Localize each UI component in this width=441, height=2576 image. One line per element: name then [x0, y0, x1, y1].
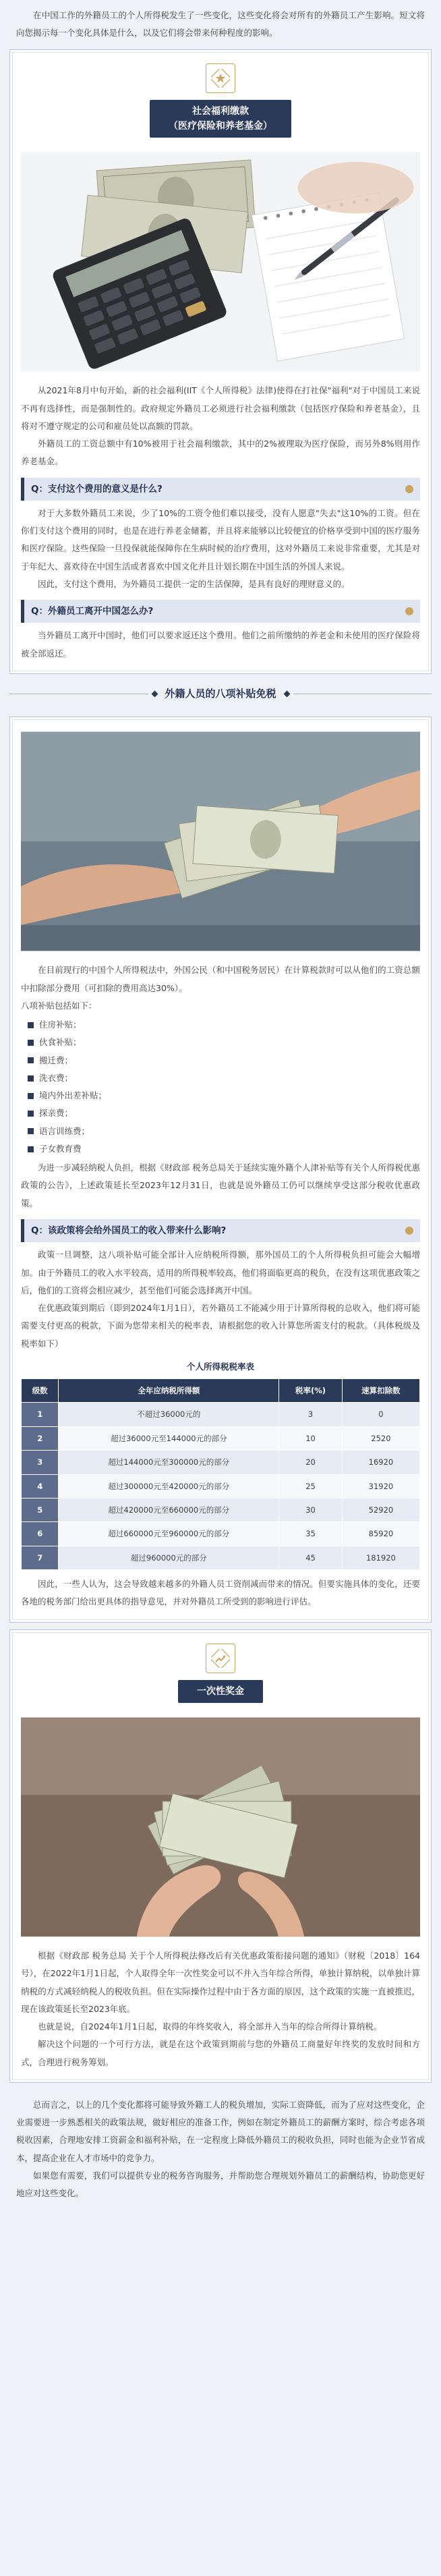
table-cell: 16920	[342, 1451, 419, 1474]
table-cell: 25	[279, 1474, 343, 1498]
table-cell: 85920	[342, 1522, 419, 1546]
square-bullet-icon	[28, 1040, 34, 1046]
list-item	[28, 1140, 420, 1158]
square-bullet-icon	[28, 1111, 34, 1117]
list-item-text: 探亲费；	[39, 1108, 74, 1119]
section2-after-list: 为进一步减轻纳税人负担，根据《财政部 税务总局关于延续实施外籍个人津补贴等有关个人所得税优惠政策的公告》，上述政策延长至2023年12月31日，也就是说外籍员工仍可以继续享受这部分税收优惠政策。	[21, 1163, 420, 1208]
table-cell: 3	[22, 1451, 59, 1474]
section2-q-paragraph-1: 政策一旦调整，这八项补贴可能全部计入应纳税所得额，那外国员工的个人所得税负担可能会大幅增加。由于外籍员工的收入水平较高，适用的所得税率较高，他们将面临更高的税负，在没有这项优惠政策之后，他们的工资将会相应减少，甚至他们可能会选择离开中国。	[21, 1250, 420, 1295]
table-cell: 超过36000元至144000元的部分	[59, 1426, 279, 1450]
section1-q2-paragraph-1: 当外籍员工离开中国时，他们可以要求返还这个费用。他们之前所缴纳的养老金和未使用的医疗保险将被全部返还。	[21, 630, 420, 659]
counting-cash-photo	[21, 1712, 420, 1942]
list-item-text: 住房补贴；	[39, 1019, 82, 1030]
section2-after-table: 因此，一些人认为，这会导致越来越多的外籍人员工资削减而带来的情况。但要实施具体的变化，还要各地的税务部门给出更具体的指导意见，并对外籍员工所受到的影响进行评估。	[21, 1579, 420, 1607]
square-bullet-icon	[28, 1075, 34, 1082]
diamond-icon	[151, 691, 158, 698]
list-item	[28, 1052, 420, 1069]
table-cell: 超过420000元至660000元的部分	[59, 1499, 279, 1522]
section-social-benefits	[9, 49, 432, 674]
table-row	[22, 1522, 420, 1546]
table-row	[22, 1499, 420, 1522]
chart-trend-icon	[206, 1644, 235, 1673]
list-item-text: 境内外出差补贴；	[39, 1090, 107, 1101]
dot-icon	[405, 1227, 413, 1235]
section-allowances	[9, 717, 432, 1622]
table-cell: 4	[22, 1474, 59, 1498]
tax-table-title: 个人所得税税率表	[186, 1361, 254, 1372]
table-cell: 20	[279, 1451, 343, 1474]
section2-divider	[9, 683, 432, 705]
table-cell: 超过300000元至420000元的部分	[59, 1474, 279, 1498]
section3-paragraph-1: 根据《财政部 税务总局 关于个人所得税法修改后有关优惠政策衔接问题的通知》（财税〔2018〕164号），在2022年1月1日起，个人取得全年一次性奖金可以不并入当年综合所得，单独计算纳税，以单独计算纳税的方式减轻纳税人的税收负担。但在实际操作过程中由于各方面的原因，这个政策的实施一直被推迟，现在该政策延长至2023年底。	[21, 1951, 420, 2014]
table-cell: 31920	[342, 1474, 419, 1498]
section2-q-paragraph-2: 在优惠政策到期后（即到2024年1月1日），若外籍员工不能减少用于计算所得税的总收入，他们将可能需要支付更高的税款，下面为您带来相关的税率表，请根据您的收入计算您所需支付的税款。（具体税级及税率如下）	[21, 1303, 420, 1349]
list-item	[28, 1016, 420, 1034]
list-item-text: 搬迁费；	[39, 1055, 74, 1065]
question-text: Q：该政策将会给外国员工的收入带来什么影响?	[31, 1225, 227, 1236]
section3-title: 一次性奖金	[178, 1680, 263, 1703]
section3-title-badge	[21, 1644, 420, 1703]
list-item-text: 子女教育费	[39, 1143, 82, 1154]
intro	[9, 5, 432, 49]
section2-paragraph-1: 在目前现行的中国个人所得税法中，外国公民（和中国税务居民）在计算税款时可以从他们的工资总额中扣除部分费用（可扣除的费用高达30%）。	[21, 965, 420, 993]
allowance-list	[21, 1015, 420, 1159]
table-header: 速算扣除数	[342, 1379, 419, 1403]
table-cell: 52920	[342, 1499, 419, 1522]
list-item	[28, 1104, 420, 1122]
table-cell: 45	[279, 1546, 343, 1569]
table-cell: 7	[22, 1546, 59, 1569]
table-cell: 不超过36000元的	[59, 1403, 279, 1426]
square-bullet-icon	[28, 1093, 34, 1099]
table-cell: 超过960000元的部分	[59, 1546, 279, 1569]
table-row	[22, 1474, 420, 1498]
list-item-text: 洗衣费；	[39, 1072, 74, 1083]
outro-paragraph-2: 如果您有需要，我们可以提供专业的税务咨询服务，并帮助您合理规划外籍员工的薪酬结构，协助您更好地应对这些变化。	[16, 2170, 425, 2199]
table-header: 税率(%)	[279, 1379, 343, 1403]
table-cell: 2	[22, 1426, 59, 1450]
star-icon	[206, 63, 235, 93]
table-cell: 0	[342, 1403, 419, 1426]
table-header: 全年应纳税所得额	[59, 1379, 279, 1403]
outro	[9, 2090, 432, 2203]
intro-text: 在中国工作的外籍员工的个人所得税发生了一些变化，这些变化将会对所有的外籍员工产生影响。短文将向您揭示每一个变化具体是什么，以及它们将会带来何种程度的影响。	[16, 10, 425, 38]
table-cell: 181920	[342, 1546, 419, 1569]
section1-title	[150, 100, 291, 138]
section1-paragraph-1: 从2021年8月中旬开始，新的社会福利(IIT《个人所得税》法律)使得在打社保"福利"对于中国员工来说不再有选择性，而是强制性的。政府规定外籍员工必须进行社会福利缴款（包括医疗保险和养老基金），且将对不遵守规定的公司和雇员处以高额的罚款。	[21, 385, 420, 431]
square-bullet-icon	[28, 1057, 34, 1063]
table-cell: 35	[279, 1522, 343, 1546]
question-text: Q：外籍员工离开中国怎么办?	[31, 606, 154, 617]
section2-paragraph-2: 八项补贴包括如下：	[21, 1000, 97, 1011]
section1-title-line2: （医疗保险和养老基金）	[169, 120, 272, 132]
list-item	[28, 1069, 420, 1087]
table-cell: 超过660000元至960000元的部分	[59, 1522, 279, 1546]
table-cell: 10	[279, 1426, 343, 1450]
table-cell: 1	[22, 1403, 59, 1426]
table-row	[22, 1426, 420, 1450]
dot-icon	[405, 607, 413, 615]
section3-paragraph-3: 解决这个问题的一个可行方法，就是在这个政策到期前与您的外籍员工商量好年终奖的发放时间和方式，合理进行税务筹划。	[21, 2039, 420, 2067]
table-row	[22, 1403, 420, 1426]
table-cell: 超过144000元至300000元的部分	[59, 1451, 279, 1474]
square-bullet-icon	[28, 1128, 34, 1134]
dot-icon	[405, 485, 413, 493]
list-item	[28, 1034, 420, 1051]
square-bullet-icon	[28, 1146, 34, 1152]
diamond-icon	[283, 691, 290, 698]
section1-question-1	[21, 478, 420, 501]
table-cell: 5	[22, 1499, 59, 1522]
calculator-photo	[21, 147, 420, 376]
section1-paragraph-2: 外籍员工的工资总额中有10%被用于社会福利缴款，其中的2%被理取为医疗保险，而另外8%则用作养老基金。	[21, 439, 420, 467]
list-item-text: 伙食补贴；	[39, 1037, 82, 1048]
section1-title-badge	[21, 63, 420, 138]
table-row	[22, 1546, 420, 1569]
section2-title: 外籍人员的八项补贴免税	[165, 687, 276, 700]
table-row	[22, 1451, 420, 1474]
section1-q1-paragraph-2: 因此，支付这个费用，为外籍员工提供一定的生活保障，是具有良好的理财意义的。	[38, 578, 350, 589]
list-item	[28, 1123, 420, 1140]
table-cell: 2520	[342, 1426, 419, 1450]
table-cell: 6	[22, 1522, 59, 1546]
section1-q1-paragraph-1: 对于大多数外籍员工来说，少了10%的工资令他们难以接受，没有人愿意"失去"这10%的工资。但在你们支付这个费用的同时，也是在进行养老金储蓄，并且将来能够以比较便宜的价格享受到中国的医疗服务和医疗保险。这些保险一旦投保就能保障你在生病时候的治疗费用，这对外籍员工来说非常重要，尤其是对于年纪大、喜欢待在中国生活或者喜欢中国文化并且计划长期在中国生活的外国人来说。	[21, 507, 420, 571]
section-bonus	[9, 1629, 432, 2083]
question-text: Q：支付这个费用的意义是什么?	[31, 483, 163, 495]
tax-rate-table	[21, 1378, 420, 1570]
section2-question	[21, 1219, 420, 1242]
table-cell: 30	[279, 1499, 343, 1522]
money-exchange-photo	[21, 727, 420, 956]
section3-paragraph-2: 也就是说，自2024年1月1日起，取得的年终奖收入，将全部并入当年的综合所得计算纳税。	[38, 2021, 382, 2032]
outro-paragraph-1: 总而言之，以上的几个变化都将可能导致外籍工人的税负增加，实际工资降低，而为了应对这些变化，企业需要进一步熟悉相关的政策法规，做好相应的准备工作，例如在制定外籍员工的薪酬方案时，综合考虑各项税收因素，合理地安排工资薪金和福利补贴，在一定程度上降低外籍员工的税收负担，同时也能为企业节省成本，提高企业在人才市场中的竞争力。	[16, 2099, 425, 2163]
table-header-row	[22, 1379, 420, 1403]
table-cell: 3	[279, 1403, 343, 1426]
list-item-text: 语言训练费；	[39, 1125, 90, 1136]
section1-question-2	[21, 600, 420, 623]
list-item	[28, 1087, 420, 1104]
section1-title-line1: 社会福利缴款	[192, 105, 249, 117]
square-bullet-icon	[28, 1022, 34, 1028]
table-header: 级数	[22, 1379, 59, 1403]
